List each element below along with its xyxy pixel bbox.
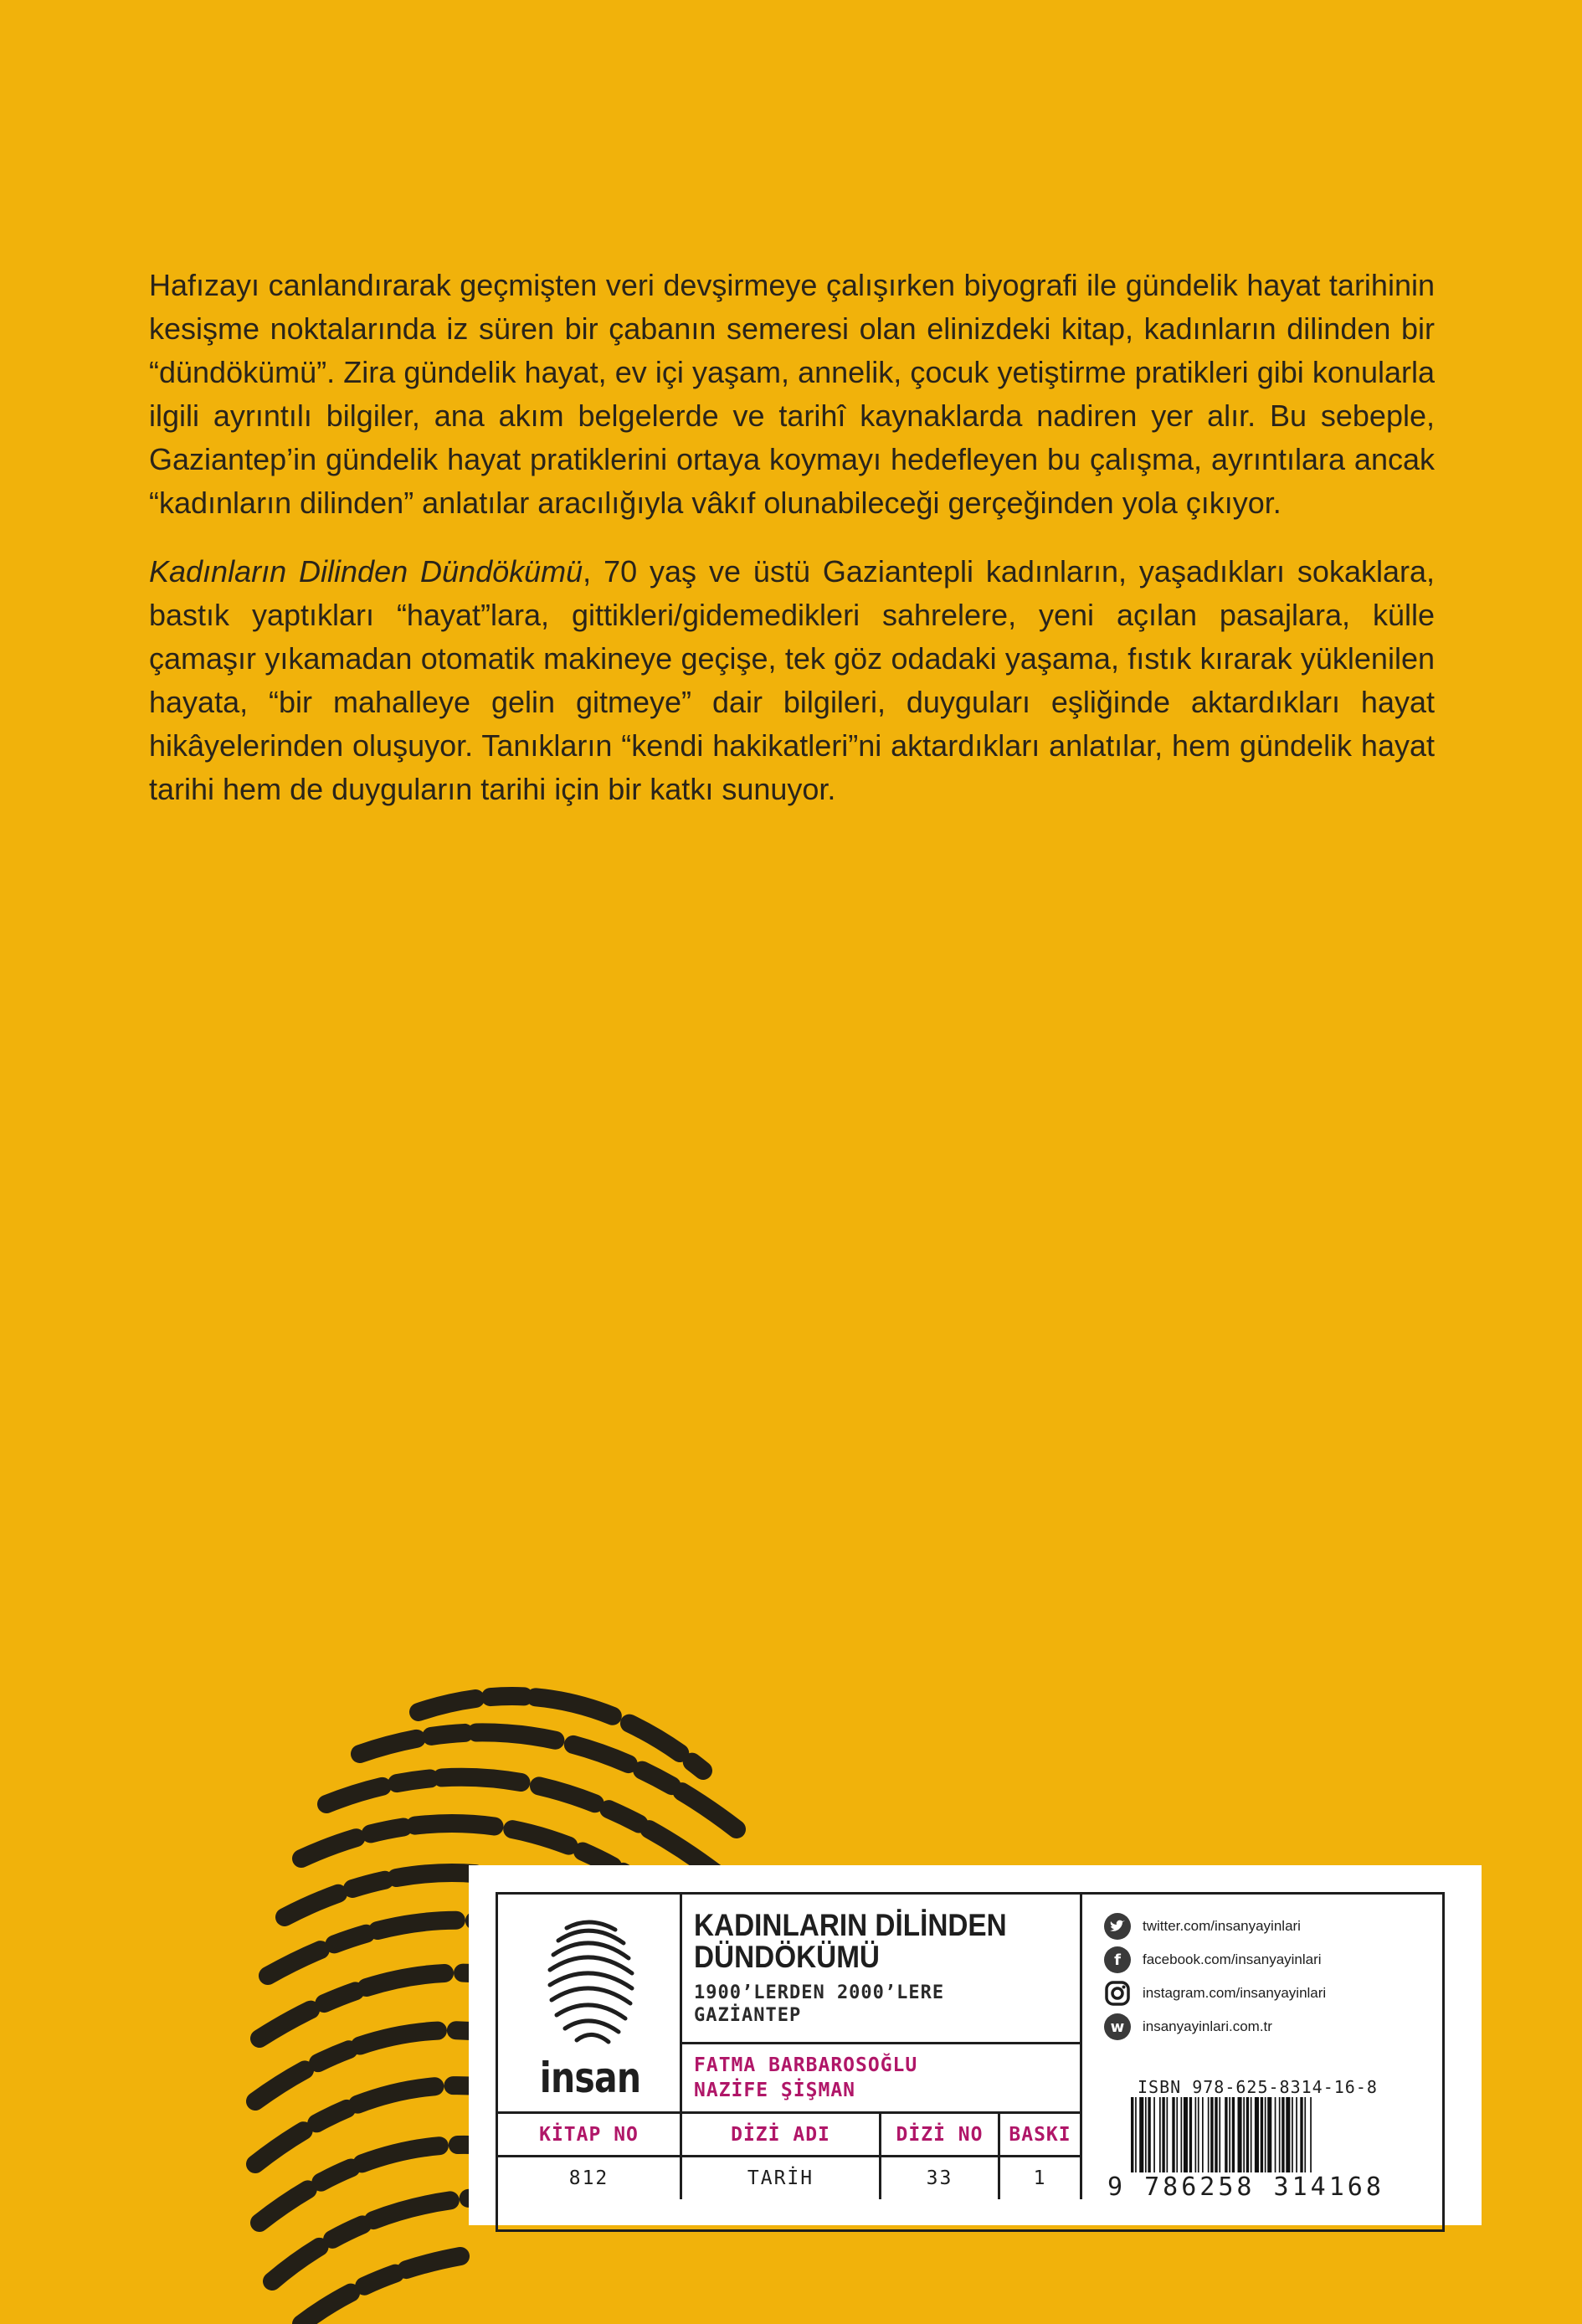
- book-title-italic: Kadınların Dilinden Dündökümü: [149, 554, 583, 589]
- value-baski: 1: [1000, 2157, 1082, 2199]
- book-title-line-2: DÜNDÖKÜMÜ: [694, 1940, 880, 1974]
- label-frame: [496, 1892, 1445, 2232]
- catalog-table-header: [498, 2114, 1082, 2157]
- header-kitap-no: KİTAP NO: [498, 2114, 682, 2155]
- website-icon: w: [1104, 2013, 1131, 2040]
- header-dizi-adi: DİZİ ADI: [682, 2114, 881, 2155]
- value-dizi-adi: TARİH: [682, 2157, 881, 2199]
- author-2: NAZİFE ŞİŞMAN: [694, 2080, 856, 2101]
- barcode-digits: 9 786258 314168: [1107, 2172, 1384, 2202]
- header-baski: BASKI: [1000, 2114, 1082, 2155]
- publisher-logo-text: insan: [539, 2054, 641, 2102]
- book-title-line-1: KADINLARIN DİLİNDEN: [694, 1908, 1007, 1942]
- blurb-paragraph-2-text: , 70 yaş ve üstü Gaziantepli kadınların, yaşadıkları sokaklara, bastık yaptıkları “hayat”lara, gittikleri/gidemedikleri sahrelere, yeni açılan pasajlara, külle çamaşır yıkamadan otomatik makineye geçişe, tek göz odadaki yaşama, fıstık kırarak yüklenilen hayata, “bir mahalleye gelin gitmeye” dair bilgileri, duyguları eşliğinde aktardıkları hayat hikâyelerinden oluşuyor. Tanıkların “kendi hakikatleri”ni aktardıkları anlatılar, hem gündelik hayat tarihi hem de duyguların tarihi için bir katkı sunuyor.: [149, 554, 1435, 806]
- back-cover-blurb: [149, 264, 1435, 836]
- blurb-paragraph-1: Hafızayı canlandırarak geçmişten veri devşirmeye çalışırken biyografi ile gündelik hayat tarihinin kesişme noktalarında iz süren bir çabanın semeresi olan elinizdeki kitap, kadınların dilinden bir “dündökümü”. Zira gündelik hayat, ev içi yaşam, annelik, çocuk yetiştirme pratikleri gibi konularla ilgili ayrıntılı bilgiler, ana akım belgelerde ve tarihî kaynaklarda nadiren yer alır. Bu sebeple, Gaziantep’in gündelik hayat pratiklerini ortaya koymayı hedefleyen bu çalışma, ayrıntılara ancak “kadınların dilinden” anlatılar aracılığıyla vâkıf olunabileceği gerçeğinden yola çıkıyor.: [149, 268, 1435, 520]
- book-subtitle-line-1: 1900’LERDEN 2000’LERE: [694, 1982, 945, 2003]
- facebook-icon: f: [1104, 1946, 1131, 1973]
- catalog-table-values: [498, 2157, 1082, 2199]
- contact-and-barcode: [1082, 1895, 1442, 2229]
- book-subtitle-line-2: GAZİANTEP: [694, 2005, 802, 2026]
- fingerprint-logo-icon: [498, 1895, 682, 2054]
- website-link: insanyayinlari.com.tr: [1143, 2018, 1272, 2034]
- blurb-paragraph-2: [149, 550, 1435, 811]
- social-instagram: [1104, 1977, 1442, 2010]
- publisher-info-label: [469, 1865, 1482, 2225]
- twitter-link: twitter.com/insanyayinlari: [1143, 1918, 1301, 1934]
- publisher-logo: [498, 1895, 682, 2114]
- facebook-link: facebook.com/insanyayinlari: [1143, 1951, 1322, 1967]
- header-dizi-no: DİZİ NO: [881, 2114, 1000, 2155]
- social-twitter: [1104, 1910, 1442, 1943]
- social-facebook: [1104, 1943, 1442, 1977]
- twitter-icon: [1104, 1913, 1131, 1940]
- book-title-block: [682, 1895, 1082, 2044]
- instagram-icon: [1104, 1980, 1131, 2007]
- value-dizi-no: 33: [881, 2157, 1000, 2199]
- value-kitap-no: 812: [498, 2157, 682, 2199]
- isbn-number: ISBN 978-625-8314-16-8: [1138, 2077, 1378, 2097]
- instagram-link: instagram.com/insanyayinlari: [1143, 1985, 1327, 2001]
- social-website: [1104, 2010, 1442, 2044]
- author-1: FATMA BARBAROSOĞLU: [694, 2054, 918, 2076]
- authors-block: [682, 2044, 1082, 2114]
